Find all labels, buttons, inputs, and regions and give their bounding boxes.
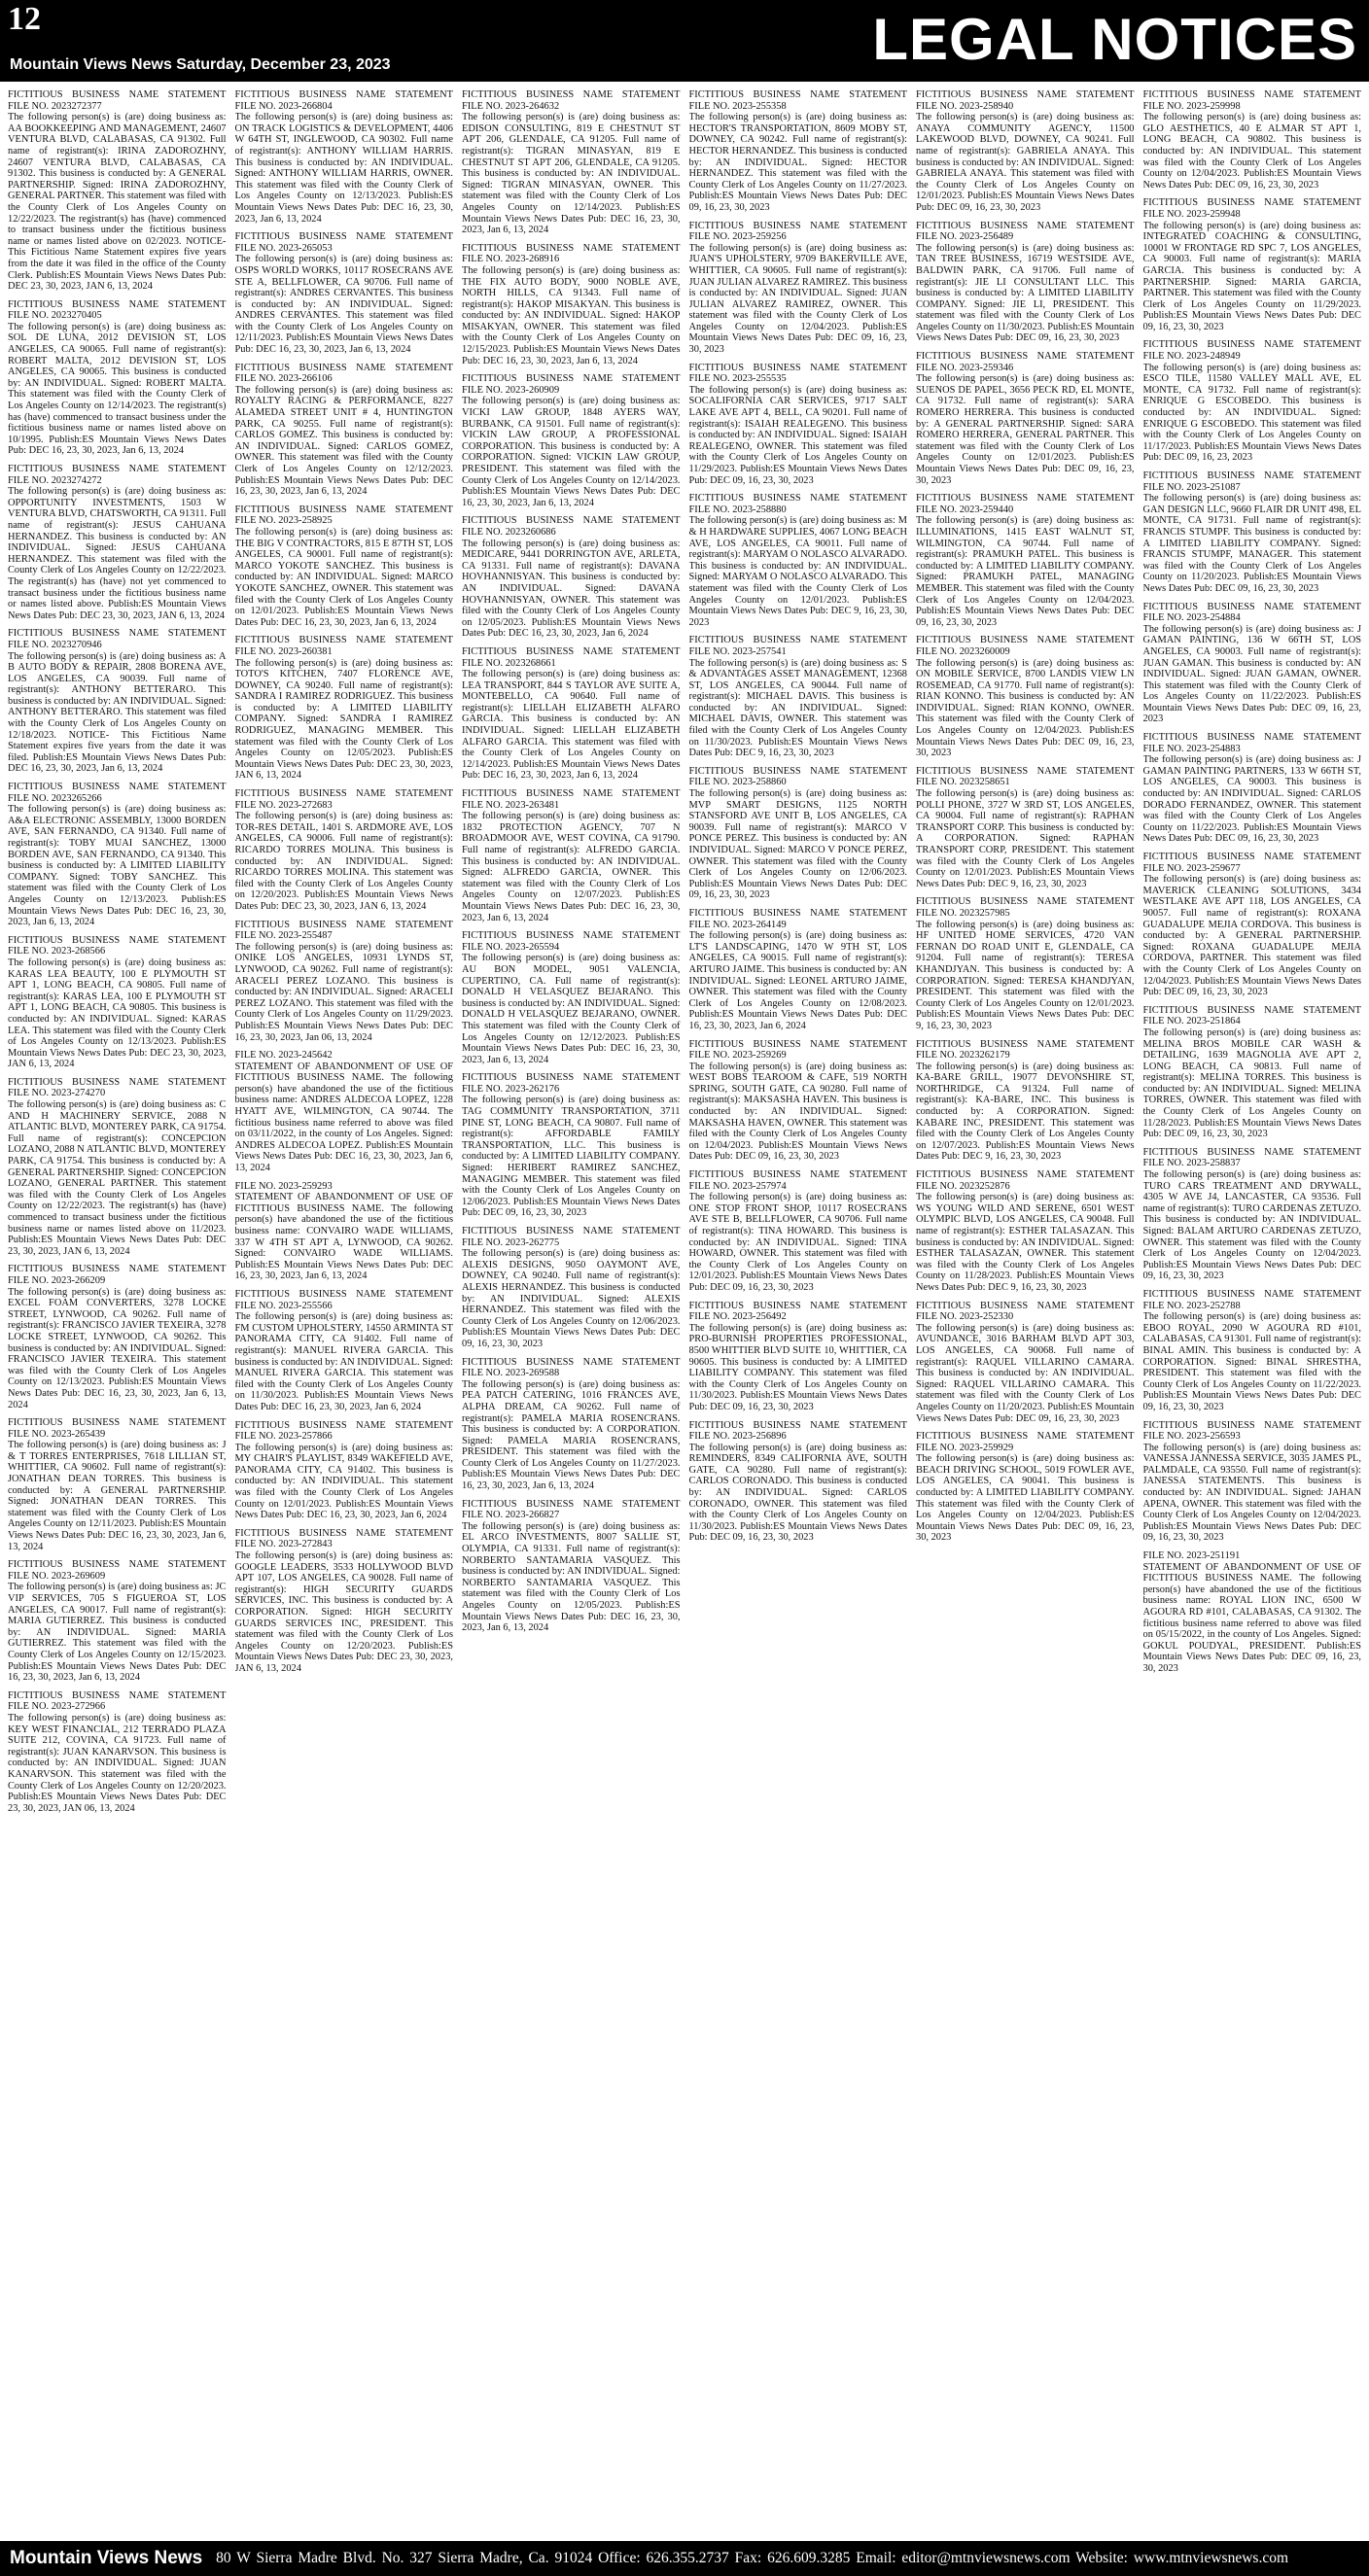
notice-body: The following person(s) is (are) doing business as: OPPORTUNITY INVESTMENTS, 1503 W VENTURA BLVD, CHATSWORTH, CA 91311. Full name of registrant(s): JESUS CAHUANA HERNANDEZ. This business is conducted by: AN INDIVIDUAL. Signed: JESUS CAHUANA HERNANDEZ. This statement was filed with the County Clerk of Los Angeles County on 12/22/2023. The registrant(s) has (have) not yet commenced to transact business under the fictitious business name or names listed above. Publish:ES Mountain Views News Dates Pub: DEC 23, 30, 2023, JAN 6, 13, 2024 xyxy=(8,486,227,621)
notice-title: FICTITIOUS BUSINESS NAME STATEMENT FILE NO. 2023-252788 xyxy=(1142,1288,1361,1311)
legal-notice xyxy=(1143,1420,1362,1545)
notice-body: The following person(s) is (are) doing business as: ONE STOP FRONT SHOP, 10117 ROSECRANS AVE STE B, BELLFLOWER, CA 90706. Full name of registrant(s): TINA HOWARD. This business is conducted by: AN INDIVIDUAL. Signed: TINA HOWARD, OWNER. This statement was filed with the County Clerk of Los Angeles County on 12/01/2023. Publish:ES Mountain Views News Dates Pub: DEC 09, 16, 23, 30, 2023 xyxy=(688,1192,907,1293)
notice-title: FICTITIOUS BUSINESS NAME STATEMENT FILE NO. 2023-257866 xyxy=(234,1419,453,1443)
legal-notice xyxy=(1143,1550,1362,1675)
legal-notice xyxy=(235,231,454,356)
legal-notice xyxy=(462,1499,681,1634)
notice-column-5 xyxy=(916,89,1135,2531)
notice-title: FICTITIOUS BUSINESS NAME STATEMENT FILE NO. 2023-258940 xyxy=(916,89,1135,112)
legal-notice xyxy=(1143,1147,1362,1282)
notice-title: FICTITIOUS BUSINESS NAME STATEMENT FILE NO. 2023-259269 xyxy=(688,1038,907,1062)
notice-body: The following person(s) is (are) doing business as: OSPS WORLD WORKS, 10117 ROSECRANS AVE STE A, BELLFLOWER, CA 90706. Full name of registrant(s): ANDRES CERVANTES. This business is conducted by: AN INDIVIDUAL. Signed: ANDRES CERVANTES. This statement was filed with the County Clerk of Los Angeles County on 12/11/2023. Publish:ES Mountain Views News Dates Pub: DEC 16, 23, 30, 2023, Jan 6, 13, 2024 xyxy=(234,254,453,356)
notice-body: The following person(s) is (are) doing business as: MY CHAIR'S PLAYLIST, 8349 WAKEFIELD AVE, PANORAMA CITY, CA 91402. This business is conducted by: AN INDIVIDUAL. This statement was filed with the County Clerk of Los Angeles County on 12/01/2023. Publish:ES Mountain Views News Dates Pub: DEC 16, 23, 30, 2023, Jan 6, 2024 xyxy=(234,1442,453,1521)
notice-title: FICTITIOUS BUSINESS NAME STATEMENT FILE NO. 2023-266827 xyxy=(462,1498,681,1521)
notice-title: FILE NO. 2023-259293 xyxy=(234,1180,333,1192)
notice-body: The following person(s) is (are) doing business as: AU BON MODEL, 9051 VALENCIA, CUPERTINO, CA. Full name of registrant(s): DONALD H VELASQUEZ BEJARANO. This business is conducted by: AN INDIVIDUAL. Signed: DONALD H VELASQUEZ BEJARANO, OWNER. This statement was filed with the County Clerk of Los Angeles County on 12/12/2023. Publish:ES Mountain Views News Dates Pub: DEC 16, 23, 30, 2023, Jan 6, 13, 2024 xyxy=(462,953,681,1065)
notice-body: The following person(s) is (are) doing business as: WS YOUNG WILD AND SERENE, 6501 WEST OLYMPIC BLVD, LOS ANGELES, CA 90048. Full name of registrant(s): ESTHER TALASAZAN. This business is conducted by: AN INDIVIDUAL. Signed: ESTHER TALASAZAN, OWNER. This statement was filed with the County Clerk of Los Angeles County on 11/28/2023. Publish:ES Mountain Views News Dates Pub: DEC 9, 16, 23, 30, 2023 xyxy=(916,1192,1135,1293)
notice-body: The following person(s) is (are) doing business as: MVP SMART DESIGNS, 1125 NORTH STANSFORD AVE UNIT B, LOS ANGELES, CA 90039. Full name of registrant(s): MARCO V PONCE PEREZ. This business is conducted by: AN INDIVIDUAL. Signed: MARCO V PONCE PEREZ, OWNER. This statement was filed with the County Clerk of Los Angeles County on 12/06/2023. Publish:ES Mountain Views News Dates Pub: DEC 09, 16, 23, 30, 2023 xyxy=(688,788,907,901)
notice-title: FICTITIOUS BUSINESS NAME STATEMENT FILE NO. 2023-254884 xyxy=(1142,601,1361,624)
legal-notice xyxy=(689,89,908,214)
notice-title: FICTITIOUS BUSINESS NAME STATEMENT FILE NO. 2023-260381 xyxy=(234,635,453,657)
notice-body: The following person(s) is (are) doing business as: LT'S LANDSCAPING, 1470 W 9TH ST, LOS ANGELES, CA 90015. Full name of registrant(s): ARTURO JAIME. This business is conducted by: AN INDIVIDUAL. Signed: LEONEL ARTURO JAIME, OWNER. This statement was filed with the County Clerk of Los Angeles County on 12/08/2023. Publish:ES Mountain Views News Dates Pub: DEC 16, 23, 30, 2023, Jan 6, 2024 xyxy=(688,930,907,1031)
notice-body: The following person(s) is (are) doing business as: ALEXIS DESIGNS, 9050 OAYMONT AVE, DOWNEY, CA 90240. Full name of registrant(s): ALEXIS HERNANDEZ. This business is conducted by: AN INDIVIDUAL. Signed: ALEXIS HERNANDEZ. This statement was filed with the County Clerk of Los Angeles County on 12/06/2023. Publish:ES Mountain Views News Dates Pub: DEC 09, 16, 23, 30, 2023 xyxy=(462,1248,681,1349)
legal-notice xyxy=(689,766,908,901)
notice-body: The following person(s) is (are) doing business as: EDISON CONSULTING, 819 E CHESTNUT ST APT 206, GLENDALE, CA 91205. Full name of registrant(s): TIGRAN MINASYAN, 819 E CHESTNUT ST APT 206, GLENDALE, CA 91205. This business is conducted by: AN INDIVIDUAL. Signed: TIGRAN MINASYAN, OWNER. This statement was filed with the County Clerk of Los Angeles County on 12/14/2023. Publish:ES Mountain Views News Dates Pub: DEC 16, 23, 30, 2023, Jan 6, 13, 2024 xyxy=(462,112,681,236)
legal-notice xyxy=(462,515,681,640)
legal-notice xyxy=(689,1169,908,1294)
notice-title: FICTITIOUS BUSINESS NAME STATEMENT FILE NO. 2023-265439 xyxy=(8,1417,227,1440)
legal-notice xyxy=(8,628,227,775)
notice-title: FICTITIOUS BUSINESS NAME STATEMENT FILE NO. 2023-266106 xyxy=(234,362,453,385)
notice-body: The following person(s) is (are) doing business as: J & T TORRES ENTERPRISES, 7618 LILLIAN ST, WHITTIER, CA 90602. Full name of registrant(s): JONATHAN DEAN TORRES. This business is conducted by: A GENERAL PARTNERSHIP. Signed: JONATHAN DEAN TORRES. This statement was filed with the County Clerk of Los Angeles County on 12/11/2023. Publish:ES Mountain Views News Dates Pub: DEC 16, 23, 30, 2023, Jan 6, 13, 2024 xyxy=(8,1440,227,1552)
notice-body: STATEMENT OF ABANDONMENT OF USE OF FICTITIOUS BUSINESS NAME. The following person(s) have abandoned the use of the fictitious business name: ANDRES ALDECOA LOPEZ, 1228 HYATT AVE, WILMINGTON, CA 90744. The fictitious business name referred to above was filed on 03/11/2022, in the county of Los Angeles. Signed: ANDRES ALDECOA LOPEZ. Publish:ES Mountain Views News Dates Pub: DEC 16, 23, 30, 2023, Jan 6, 13, 2024 xyxy=(234,1061,453,1174)
notice-title: FICTITIOUS BUSINESS NAME STATEMENT FILE NO. 2023-274270 xyxy=(8,1076,227,1099)
legal-notice xyxy=(462,243,681,367)
notice-title: FICTITIOUS BUSINESS NAME STATEMENT FILE NO. 2023-262176 xyxy=(462,1072,681,1095)
notice-body: The following person(s) is (are) doing business as: ON TRACK LOGISTICS & DEVELOPMENT, 4406 W 64TH ST, INGLEWOOD, CA 90302. Full name of registrant(s): ANTHONY WILLIAM HARRIS. This business is conducted by: AN INDIVIDUAL. Signed: ANTHONY WILLIAM HARRIS, OWNER. This statement was filed with the County Clerk of Los Angeles County on 12/13/2023. Publish:ES Mountain Views News Dates Pub: DEC 16, 23, 30, 2023, Jan 6, 13, 2024 xyxy=(234,112,453,225)
notice-body: The following person(s) is (are) doing business as: MELINA BROS MOBILE CAR WASH & DETAILING, 1639 MAGNOLIA AVE APT 2, LONG BEACH, CA 90813. Full name of registrant(s): MELINA TORRES. This business is conducted by: AN INDIVIDUAL. Signed: MELINA TORRES, OWNER. This statement was filed with the County Clerk of Los Angeles County on 11/28/2023. Publish:ES Mountain Views News Dates Pub: DEC 09, 16, 23, 30, 2023 xyxy=(1142,1027,1361,1140)
legal-notice xyxy=(1143,732,1362,845)
legal-notice xyxy=(8,782,227,928)
notice-title: FICTITIOUS BUSINESS NAME STATEMENT FILE NO. 2023-265594 xyxy=(462,930,681,953)
notice-title: FICTITIOUS BUSINESS NAME STATEMENT FILE NO. 2023-262775 xyxy=(462,1226,681,1248)
notice-body: The following person(s) is (are) doing business as: VANESSA JANNESSA SERVICE, 3035 JAMES PL, PALMDALE, CA 93550. Full name of registrant(s): JANESSA STATEMENTS. This business is conducted by: AN INDIVIDUAL. Signed: JAHAN APENA, OWNER. This statement was filed with the County Clerk of Los Angeles County on 12/04/2023. Publish:ES Mountain Views News Dates Pub: DEC 09, 16, 23, 30, 2023 xyxy=(1142,1442,1361,1544)
legal-notice xyxy=(462,1072,681,1219)
notice-title: FICTITIOUS BUSINESS NAME STATEMENT FILE NO. 2023252876 xyxy=(916,1169,1135,1192)
notice-title: FICTITIOUS BUSINESS NAME STATEMENT FILE NO. 2023-264149 xyxy=(688,907,907,930)
notice-title: FICTITIOUS BUSINESS NAME STATEMENT FILE NO. 2023257985 xyxy=(916,896,1135,919)
notice-title: FICTITIOUS BUSINESS NAME STATEMENT FILE NO. 2023-272683 xyxy=(234,788,453,811)
notice-title: FICTITIOUS BUSINESS NAME STATEMENT FILE NO. 2023-258860 xyxy=(688,765,907,788)
masthead xyxy=(0,0,1369,82)
legal-notice xyxy=(689,221,908,356)
notice-title: FICTITIOUS BUSINESS NAME STATEMENT FILE NO. 2023-269588 xyxy=(462,1356,681,1379)
legal-notice xyxy=(689,908,908,1032)
notice-body: The following person(s) is (are) doing business as: SOCALIFORNIA CAR SERVICES, 9717 SALT LAKE AVE APT 4, BELL, CA 90201. Full name of registrant(s): ISAIAH REALEGENO. This business is conducted by: AN INDIVIDUAL. Signed: ISAIAH REALEGENO, OWNER. This statement was filed with the County Clerk of Los Angeles County on 11/29/2023. Publish:ES Mountain Views News Dates Pub: DEC 09, 16, 23, 30, 2023 xyxy=(688,384,907,486)
notice-body: The following person(s) is (are) doing business as: MAVERICK CLEANING SOLUTIONS, 3434 WESTLAKE AVE APT 118, LOS ANGELES, CA 90057. Full name of registrant(s): ROXANA GUADALUPE MEJIA CORDOVA. This business is conducted by: A GENERAL PARTNERSHIP. Signed: ROXANA GUADALUPE MEJIA CORDOVA, PARTNER. This statement was filed with the County Clerk of Los Angeles County on 12/04/2023. Publish:ES Mountain Views News Dates Pub: DEC 09, 16, 23, 30, 2023 xyxy=(1142,874,1361,998)
notice-body: The following person(s) is (are) doing business as: C AND H MACHINERY SERVICE, 2088 N ATLANTIC BLVD, MONTEREY PARK, CA 91754. Full name of registrant(s): CONCEPCION LOZANO, 2088 N ATLANTIC BLVD, MONTEREY PARK, CA 91754. This business is conducted by: A GENERAL PARTNERSHIP. Signed: CONCEPCION LOZANO, GENERAL PARTNER. This statement was filed with the County Clerk of Los Angeles County on 12/22/2023. The registrant(s) has (have) commenced to transact business under the fictitious business name or names listed above on 11/2023. Publish:ES Mountain Views News Dates Pub: DEC 23, 30, 2023, JAN 6, 13, 2024 xyxy=(8,1099,227,1257)
notice-title: FICTITIOUS BUSINESS NAME STATEMENT FILE NO. 2023-264632 xyxy=(462,89,681,112)
notice-title: FICTITIOUS BUSINESS NAME STATEMENT FILE NO. 2023-266209 xyxy=(8,1264,227,1286)
notice-title: FICTITIOUS BUSINESS NAME STATEMENT FILE NO. 2023-258837 xyxy=(1142,1146,1361,1169)
notice-body: The following person(s) is (are) doing business as: FM CUSTOM UPHOLSTERY, 14550 ARMINTA ST PANORAMA CITY, CA 91402. Full name of registrant(s): MANUEL RIVERA GARCIA. This business is conducted by: AN INDIVIDUAL. Signed: MANUEL RIVERA GARCIA. This statement was filed with the County Clerk of Los Angeles County on 11/30/2023. Publish:ES Mountain Views News Dates Pub: DEC 16, 23, 30, 2023, Jan 6, 2024 xyxy=(234,1311,453,1412)
notice-title: FICTITIOUS BUSINESS NAME STATEMENT FILE NO. 2023-256593 xyxy=(1142,1419,1361,1443)
notice-title: FICTITIOUS BUSINESS NAME STATEMENT FILE NO. 2023-257974 xyxy=(688,1169,907,1192)
notice-body: The following person(s) is (are) doing business as: GOOGLE LEADERS, 3533 HOLLYWOOD BLVD APT 107, LOS ANGELES, CA 90028. Full name of registrant(s): HIGH SECURITY GUARDS SERVICES, INC. This business is conducted by: A CORPORATION. Signed: HIGH SECURITY GUARDS SERVICES INC, PRESIDENT. This statement was filed with the County Clerk of Los Angeles County on 12/20/2023. Publish:ES Mountain Views News Dates Pub: DEC 23, 30, 2023, JAN 6, 13, 2024 xyxy=(234,1550,453,1674)
legal-notice xyxy=(462,373,681,508)
legal-notice xyxy=(235,363,454,498)
notice-body: The following person(s) is (are) doing business as: A B AUTO BODY & REPAIR, 2808 BORENA AVE, LOS ANGELES, CA 90039. Full name of registrant(s): ANTHONY BETTERARO. This business is conducted by: AN INDIVIDUAL. Signed: ANTHONY BETTERARO. This statement was filed with the County Clerk of Los Angeles County on 12/18/2023. NOTICE- This Fictitious Name Statement expires five years from the date it was filed. Publish:ES Mountain Views News Dates Pub: DEC 16, 23, 30, 2023, Jan 6, 13, 2024 xyxy=(8,650,227,775)
publication-line: Mountain Views News Saturday, December 23, 2023 xyxy=(10,56,391,73)
legal-notice xyxy=(916,221,1135,345)
legal-notice xyxy=(916,635,1135,759)
notice-body: The following person(s) is (are) doing business as: KA-BARE GRILL, 19077 DEVONSHIRE ST, NORTHRIDGE, CA 91324. Full name of registrant(s): KA-BARE, INC. This business is conducted by: A CORPORATION. Signed: KABARE INC, PRESIDENT. This statement was filed with the County Clerk of Los Angeles County on 12/07/2023. Publish:ES Mountain Views News Dates Pub: DEC 9, 16, 23, 30, 2023 xyxy=(916,1061,1135,1163)
notice-title: FICTITIOUS BUSINESS NAME STATEMENT FILE NO. 2023-272966 xyxy=(8,1689,227,1713)
legal-notice xyxy=(8,1077,227,1258)
notice-body: The following person(s) is (are) doing business as: HECTOR'S TRANSPORTATION, 8609 MOBY ST, DOWNEY, CA 90242. Full name of registrant(s): HECTOR HERNANDEZ. This business is conducted by: AN INDIVIDUAL. Signed: HECTOR HERNANDEZ. This statement was filed with the County Clerk of Los Angeles County on 11/27/2023. Publish:ES Mountain Views News Dates Pub: DEC 09, 16, 23, 30, 2023 xyxy=(688,112,907,213)
legal-notice xyxy=(8,1559,227,1684)
notice-title: FICTITIOUS BUSINESS NAME STATEMENT FILE NO. 2023268661 xyxy=(462,645,681,669)
notice-title: FILE NO. 2023-245642 xyxy=(234,1050,333,1062)
notice-body: The following person(s) is (are) doing business as: AA BOOKKEEPING AND MANAGEMENT, 24607 VENTURA BLVD, CALABASAS, CA 91302. Full name of registrant(s): IRINA ZADOROZHNY, 24607 VENTURA BLVD, CALABASAS, CA 91302. This business is conducted by: A GENERAL PARTNERSHIP. Signed: IRINA ZADOROZHNY, GENERAL PARTNER. This statement was filed with the County Clerk of Los Angeles County on 12/22/2023. The registrant(s) has (have) commenced to transact business under the fictitious business name or names listed above on 02/2023. NOTICE- This Fictitious Name Statement expires five years from the date it was filed in the office of the County Clerk. Publish:ES Mountain Views News Dates Pub: DEC 23, 30, 2023, JAN 6, 13, 2024 xyxy=(8,112,227,293)
notice-title: FICTITIOUS BUSINESS NAME STATEMENT FILE NO. 2023-268566 xyxy=(8,934,227,957)
notice-title: FICTITIOUS BUSINESS NAME STATEMENT FILE NO. 2023260686 xyxy=(462,515,681,538)
legal-notice xyxy=(235,89,454,225)
notice-title: FICTITIOUS BUSINESS NAME STATEMENT FILE NO. 2023-272843 xyxy=(234,1527,453,1550)
legal-notice xyxy=(916,89,1135,214)
notice-title: FICTITIOUS BUSINESS NAME STATEMENT FILE NO. 2023-259440 xyxy=(916,493,1135,515)
legal-notice xyxy=(235,920,454,1044)
legal-notice xyxy=(235,788,454,913)
notice-body: The following person(s) is (are) doing business as: EXCEL FOAM CONVERTERS, 3278 LOCKE STREET, LYNWOOD, CA 90262. Full name of registrant(s): FRANCISCO JAVIER TEXEIRA, 3278 LOCKE STREET, LYNWOOD, CA 90262. This business is conducted by: AN INDIVIDUAL. Signed: FRANCISCO JAVIER TEXEIRA. This statement was filed with the County Clerk of Los Angeles County on 12/13/2023. Publish:ES Mountain Views News Dates Pub: DEC 16, 23, 30, 2023, Jan 6, 13, 2024 xyxy=(8,1286,227,1410)
notice-title: FICTITIOUS BUSINESS NAME STATEMENT FILE NO. 2023-254883 xyxy=(1142,732,1361,754)
section-title: LEGAL NOTICES xyxy=(872,7,1357,72)
notice-title: FICTITIOUS BUSINESS NAME STATEMENT FILE NO. 2023-259677 xyxy=(1142,852,1361,874)
notice-title: FICTITIOUS BUSINESS NAME STATEMENT FILE NO. 2023-260909 xyxy=(462,373,681,396)
notice-title: FICTITIOUS BUSINESS NAME STATEMENT FILE NO. 2023-252330 xyxy=(916,1300,1135,1323)
notice-title: FICTITIOUS BUSINESS NAME STATEMENT FILE NO. 2023-258880 xyxy=(688,493,907,515)
notice-column-4 xyxy=(689,89,908,2531)
notice-body: The following person(s) is (are) doing business as: TAN TREE BUSINESS, 16719 WESTSIDE AVE, BALDWIN PARK, CA 91706. Full name of registrant(s): JIE LI CONSULTANT LLC. This business is conducted by: A LIMITED LIABILITY COMPANY. Signed: JIE LI, PRESIDENT. This statement was filed with the County Clerk of Los Angeles County on 11/30/2023. Publish:ES Mountain Views News Dates Pub: DEC 09, 16, 23, 30, 2023 xyxy=(916,242,1135,344)
legal-notice xyxy=(1143,1005,1362,1140)
notice-body: The following person(s) is (are) doing business as: LEA TRANSPORT, 844 S TAYLOR AVE SUITE A, MONTEBELLO, CA 90640. Full name of registrant(s): LIELLAH ELIZABETH ALFARO GARCIA. This business is conducted by: AN INDIVIDUAL. Signed: LIELLAH ELIZABETH ALFARO GARCIA. This statement was filed with the County Clerk of Los Angeles County on 12/14/2023. Publish:ES Mountain Views News Dates Pub: DEC 16, 23, 30, 2023, Jan 6, 13, 2024 xyxy=(462,669,681,782)
notice-body: The following person(s) is (are) doing business as: ANAYA COMMUNITY AGENCY, 11500 LAKEWOOD BLVD, DOWNEY, CA 90241. Full name of registrant(s): GABRIELA ANAYA. This business is conducted by: AN INDIVIDUAL. Signed: GABRIELA ANAYA. This statement was filed with the County Clerk of Los Angeles County on 12/01/2023. Publish:ES Mountain Views News Dates Pub: DEC 09, 16, 23, 30, 2023 xyxy=(916,112,1135,213)
legal-notice xyxy=(916,1039,1135,1164)
legal-notice xyxy=(462,930,681,1065)
notice-body: The following person(s) is (are) doing business as: INTEGRATED COACHING & CONSULTING, 10001 W FRONTAGE RD SPC 7, LOS ANGELES, CA 90003. Full name of registrant(s): MARIA GARCIA. This business is conducted by: A PARTNERSHIP. Signed: MARIA GARCIA, PARTNER. This statement was filed with the County Clerk of Los Angeles County on 11/29/2023. Publish:ES Mountain Views News Dates Pub: DEC 09, 16, 23, 30, 2023 xyxy=(1142,220,1361,332)
notice-title: FICTITIOUS BUSINESS NAME STATEMENT FILE NO. 2023-255566 xyxy=(234,1288,453,1311)
notice-title: FICTITIOUS BUSINESS NAME STATEMENT FILE NO. 2023270946 xyxy=(8,628,227,650)
notice-body: The following person(s) is (are) doing business as: BEACH DRIVING SCHOOL, 5019 FOWLER AVE, LOS ANGELES, CA 90041. This business is conducted by: A LIMITED LIABILITY COMPANY. This statement was filed with the County Clerk of Los Angeles County on 12/04/2023. Publish:ES Mountain Views News Dates Pub: DEC 09, 16, 23, 30, 2023 xyxy=(916,1453,1135,1544)
notice-body: The following person(s) is (are) doing business as: TAG COMMUNITY TRANSPORTATION, 3711 PINE ST, LONG BEACH, CA 90807. Full name of registrant(s): AFFORDABLE FAMILY TRANSPORTATION, LLC. This business is conducted by: A LIMITED LIABILITY COMPANY. Signed: HERIBERT RAMIREZ SANCHEZ, MANAGING MEMBER. This statement was filed with the County Clerk of Los Angeles County on 12/06/2023. Publish:ES Mountain Views News Dates Pub: DEC 09, 16, 23, 30, 2023 xyxy=(462,1095,681,1219)
notice-body: The following person(s) is (are) doing business as: ONIKE LOS ANGELES, 10931 LYNDS ST, LYNWOOD, CA 90262. Full name of registrant(s): ARACELI PEREZ LOZANO. This business is conducted by: AN INDIVIDUAL. Signed: ARACELI PEREZ LOZANO. This statement was filed with the County Clerk of Los Angeles County on 11/29/2023. Publish:ES Mountain Views News Dates Pub: DEC 16, 23, 30, 2023, Jan 06, 13, 2024 xyxy=(234,941,453,1043)
notice-body: The following person(s) is (are) doing business as: EBOO ROYAL, 2090 W AGOURA RD #101, CALABASAS, CA 91301. Full name of registrant(s): BINAL AMIN. This business is conducted by: A CORPORATION. Signed: BINAL SHRESTHA, PRESIDENT. This statement was filed with the County Clerk of Los Angeles County on 11/22/2023. Publish:ES Mountain Views News Dates Pub: DEC 09, 16, 23, 30, 2023 xyxy=(1142,1311,1361,1412)
notice-body: The following person(s) is (are) doing business as: TOTO'S KITCHEN, 7407 FLORENCE AVE, DOWNEY, CA 90240. Full name of registrant(s): SANDRA I RAMIREZ RODRIGUEZ. This business is conducted by: A LIMITED LIABILITY COMPANY. Signed: SANDRA I RAMIREZ RODRIGUEZ, MANAGING MEMBER. This statement was filed with the County Clerk of Los Angeles County on 12/05/2023. Publish:ES Mountain Views News Dates Pub: DEC 23, 30, 2023, JAN 6, 13, 2024 xyxy=(234,657,453,782)
notice-title: FICTITIOUS BUSINESS NAME STATEMENT FILE NO. 2023258651 xyxy=(916,765,1135,788)
notice-body: The following person(s) is (are) doing business as: ON MOBILE SERVICE, 8700 LANDIS VIEW LN ROSEMEAD, CA 91770. Full name of registrant(s): RIAN KONNO. This business is conducted by: AN INDIVIDUAL. Signed: RIAN KONNO, OWNER. This statement was filed with the County Clerk of Los Angeles County on 12/04/2023. Publish:ES Mountain Views News Dates Pub: DEC 09, 16, 23, 30, 2023 xyxy=(916,657,1135,759)
notice-body: The following person(s) is (are) doing business as: VICKI LAW GROUP, 1848 AYERS WAY, BURBANK, CA 91501. Full name of registrant(s): VICKIN LAW GROUP, A PROFESSIONAL CORPORATION. This business is conducted by: A CORPORATION. Signed: VICKIN LAW GROUP, PRESIDENT. This statement was filed with the County Clerk of Los Angeles County on 12/14/2023. Publish:ES Mountain Views News Dates Pub: DEC 16, 23, 30, 2023, Jan 6, 13, 2024 xyxy=(462,396,681,508)
legal-notice xyxy=(235,635,454,782)
legal-notice xyxy=(689,1420,908,1545)
notice-title: FICTITIOUS BUSINESS NAME STATEMENT FILE NO. 2023-263481 xyxy=(462,788,681,811)
legal-notice xyxy=(8,935,227,1070)
notice-column-2 xyxy=(235,89,454,2531)
legal-notice xyxy=(916,896,1135,1031)
notice-title: FICTITIOUS BUSINESS NAME STATEMENT FILE NO. 2023260009 xyxy=(916,635,1135,657)
notice-title: FICTITIOUS BUSINESS NAME STATEMENT FILE NO. 2023-258925 xyxy=(234,504,453,527)
notice-title: FICTITIOUS BUSINESS NAME STATEMENT FILE NO. 2023-266804 xyxy=(234,89,453,112)
notice-body: The following person(s) is (are) doing business as: PRO-BURNISH PROPERTIES PROFESSIONAL, 8500 WHITTIER BLVD SUITE 10, WHITTIER, CA 90605. This business is conducted by: A LIMITED LIABILITY COMPANY. This statement was filed with the County Clerk of Los Angeles County on 11/30/2023. Publish:ES Mountain Views News Dates Pub: DEC 09, 16, 23, 30, 2023 xyxy=(688,1322,907,1412)
legal-notice xyxy=(8,464,227,621)
legal-notice xyxy=(689,363,908,487)
notice-title: FICTITIOUS BUSINESS NAME STATEMENT FILE NO. 2023-255487 xyxy=(234,919,453,942)
legal-notice xyxy=(235,1050,454,1174)
notice-body: STATEMENT OF ABANDONMENT OF USE OF FICTITIOUS BUSINESS NAME. The following person(s) have abandoned the use of the fictitious business name: ROYAL LION INC, 6500 W AGOURA RD #101, CALABASAS, CA 91302. The fictitious business name referred to above was filed on 05/15/2022, in the county of Los Angeles. Signed: GOKUL POUDYAL, PRESIDENT. Publish:ES Mountain Views News Dates Pub: DEC 09, 16, 23, 30, 2023 xyxy=(1142,1561,1361,1674)
notice-body: The following person(s) is (are) doing business as: KARAS LEA BEAUTY, 100 E PLYMOUTH ST APT 1, LONG BEACH, CA 90805. Full name of registrant(s): KARAS LEA, 100 E PLYMOUTH ST APT 1, LONG BEACH, CA 90805. This business is conducted by: AN INDIVIDUAL. Signed: KARAS LEA. This statement was filed with the County Clerk of Los Angeles County on 12/13/2023. Publish:ES Mountain Views News Dates Pub: DEC 23, 30, 2023, JAN 6, 13, 2024 xyxy=(8,957,227,1070)
notice-title: FICTITIOUS BUSINESS NAME STATEMENT FILE NO. 2023274272 xyxy=(8,464,227,486)
notice-body: The following person(s) is (are) doing business as: POLLI PHONE, 3727 W 3RD ST, LOS ANGELES, CA 90004. Full name of registrant(s): RAPHAN TRANSPORT CORP. This business is conducted by: A CORPORATION. Signed: RAPHAN TRANSPORT CORP, PRESIDENT. This statement was filed with the County Clerk of Los Angeles County on 12/01/2023. Publish:ES Mountain Views News Dates Pub: DEC 9, 16, 23, 30, 2023 xyxy=(916,788,1135,889)
notice-title: FICTITIOUS BUSINESS NAME STATEMENT FILE NO. 2023270405 xyxy=(8,298,227,322)
notice-body: The following person(s) is (are) doing business as: TOR-RES DETAIL, 1401 S. ARDMORE AVE, LOS ANGELES, CA 90006. Full name of registrant(s): RICARDO TORRES MOLINA. This business is conducted by: AN INDIVIDUAL. Signed: RICARDO TORRES MOLINA. This statement was filed with the County Clerk of Los Angeles County on 12/20/2023. Publish:ES Mountain Views News Dates Pub: DEC 23, 30, 2023, JAN 6, 13, 2024 xyxy=(234,811,453,912)
notice-body: The following person(s) is (are) doing business as: REMINDERS, 8349 CALIFORNIA AVE, SOUTH GATE, CA 90280. Full name of registrant(s): CARLOS CORONADO. This business is conducted by: AN INDIVIDUAL. Signed: CARLOS CORONADO, OWNER. This statement was filed with the County Clerk of Los Angeles County on 11/30/2023. Publish:ES Mountain Views News Dates Pub: DEC 09, 16, 23, 30, 2023 xyxy=(688,1442,907,1544)
notice-body: The following person(s) is (are) doing business as: S & ADVANTAGES ASSET MANAGEMENT, 12368 ST, LOS ANGELES, CA 90044. Full name of registrant(s): MICHAEL DAVIS. This business is conducted by: AN INDIVIDUAL. Signed: MICHAEL DAVIS, OWNER. This statement was filed with the County Clerk of Los Angeles County on 11/30/2023. Publish:ES Mountain Views News Dates Pub: DEC 9, 16, 23, 30, 2023 xyxy=(688,657,907,759)
legal-notice xyxy=(462,788,681,923)
notice-body: The following person(s) is (are) doing business as: SUENOS DE PAPEL, 3656 PECK RD, EL MONTE, CA 91732. Full name of registrant(s): SARA ROMERO HERRERA. This business is conducted by: A GENERAL PARTNERSHIP. Signed: SARA ROMERO HERRERA, GENERAL PARTNER. This statement was filed with the County Clerk of Los Angeles County on 12/01/2023. Publish:ES Mountain Views News Dates Pub: DEC 09, 16, 23, 30, 2023 xyxy=(916,373,1135,486)
notice-title: FICTITIOUS BUSINESS NAME STATEMENT FILE NO. 2023-268916 xyxy=(462,242,681,265)
notice-title: FICTITIOUS BUSINESS NAME STATEMENT FILE NO. 2023-248949 xyxy=(1142,339,1361,363)
notice-body: The following person(s) is (are) doing business as: KEY WEST FINANCIAL, 212 TERRADO PLAZA SUITE 212, COVINA, CA 91723. Full name of registrant(s): JUAN KANARVSON. This business is conducted by: AN INDIVIDUAL. Signed: JUAN KANARVSON. This statement was filed with the County Clerk of Los Angeles County on 12/20/2023. Publish:ES Mountain Views News Dates Pub: DEC 23, 30, 2023, JAN 06, 13, 2024 xyxy=(8,1712,227,1814)
notice-body: The following person(s) is (are) doing business as: M & H HARDWARE SUPPLIES, 4067 LONG BEACH AVE, LOS ANGELES, CA 90011. Full name of registrant(s): MARYAM O NOLASCO ALVARADO. This business is conducted by: AN INDIVIDUAL. Signed: MARYAM O NOLASCO ALVARADO. This statement was filed with the County Clerk of Los Angeles County on 12/01/2023. Publish:ES Mountain Views News Dates Pub: DEC 9, 16, 23, 30, 2023 xyxy=(688,515,907,628)
notice-title: FICTITIOUS BUSINESS NAME STATEMENT FILE NO. 2023-265053 xyxy=(234,231,453,254)
legal-notice xyxy=(462,1357,681,1492)
notice-column-6 xyxy=(1143,89,1362,2531)
notice-title: FICTITIOUS BUSINESS NAME STATEMENT FILE NO. 2023-251087 xyxy=(1142,470,1361,493)
notice-body: STATEMENT OF ABANDONMENT OF USE OF FICTITIOUS BUSINESS NAME. The following person(s) have abandoned the use of the fictitious business name: CONVAIRO WADE WILLIAMS, 337 W 4TH ST APT A, LYNWOOD, CA 90262. Signed: CONVAIRO WADE WILLIAMS. Publish:ES Mountain Views News Dates Pub: DEC 16, 23, 30, 2023, Jan 6, 13, 2024 xyxy=(234,1192,453,1282)
notice-body: The following person(s) is (are) doing business as: EL ARCO INVESTMENTS, 8007 SALLIE ST, OLYMPIA, CA 91331. Full name of registrant(s): NORBERTO SANTAMARIA VASQUEZ. This business is conducted by: AN INDIVIDUAL. Signed: NORBERTO SANTAMARIA VASQUEZ. This statement was filed with the County Clerk of Los Angeles County on 12/05/2023. Publish:ES Mountain Views News Dates Pub: DEC 16, 23, 30, 2023, Jan 6, 13, 2024 xyxy=(462,1520,681,1634)
notice-title: FICTITIOUS BUSINESS NAME STATEMENT FILE NO. 2023-255358 xyxy=(688,89,907,112)
notice-body: The following person(s) is (are) doing business as: J GAMAN PAINTING PARTNERS, 133 W 66TH ST, LOS ANGELES, CA 90003. This business is conducted by: AN INDIVIDUAL. Signed: CARLOS DORADO FERNANDEZ, OWNER. This statement was filed with the County Clerk of Los Angeles County on 11/22/2023. Publish:ES Mountain Views News Dates Pub: DEC 09, 16, 23, 30, 2023 xyxy=(1142,754,1361,845)
notice-title: FICTITIOUS BUSINESS NAME STATEMENT FILE NO. 2023265266 xyxy=(8,782,227,804)
notice-body: The following person(s) is (are) doing business as: ROYALTY RACING & PERFORMANCE, 8227 ALAMEDA STREET UNIT # 4, HUNTINGTON PARK, CA 90255. Full name of registrant(s): CARLOS GOMEZ. This business is conducted by: AN INDIVIDUAL. Signed: CARLOS GOMEZ, OWNER. This statement was filed with the County Clerk of Los Angeles County on 12/12/2023. Publish:ES Mountain Views News Dates Pub: DEC 16, 23, 30, 2023, Jan 6, 13, 2024 xyxy=(234,384,453,498)
notice-title: FICTITIOUS BUSINESS NAME STATEMENT FILE NO. 2023-259346 xyxy=(916,351,1135,373)
notice-columns xyxy=(8,89,1361,2531)
footer xyxy=(0,2541,1369,2576)
legal-notice xyxy=(1143,339,1362,464)
notice-title: FICTITIOUS BUSINESS NAME STATEMENT FILE NO. 2023-259929 xyxy=(916,1431,1135,1453)
notice-body: The following person(s) is (are) doing business as: JUAN'S UPHOLSTERY, 9709 BAKERVILLE AVE, WHITTIER, CA 90605. Full name of registrant(s): JUAN JULIAN ALVAREZ RAMIREZ. This business is conducted by: AN INDIVIDUAL. Signed: JUAN JULIAN ALVAREZ RAMIREZ, OWNER. This statement was filed with the County Clerk of Los Angeles County on 12/04/2023. Publish:ES Mountain Views News Dates Pub: DEC 09, 16, 23, 30, 2023 xyxy=(688,242,907,356)
notice-body: The following person(s) is (are) doing business as: SOL DE LUNA, 2012 DEVISION ST, LOS ANGELES, CA 90065. Full name of registrant(s): ROBERT MALTA, 2012 DEVISION ST, LOS ANGELES, CA 90065. This business is conducted by: AN INDIVIDUAL. Signed: ROBERT MALTA. This statement was filed with the County Clerk of Los Angeles County on 12/14/2023. The registrant(s) has (have) commenced to transact business under the fictitious business name or names listed above on 10/1995. Publish:ES Mountain Views News Dates Pub: DEC 16, 23, 30, 2023, Jan 6, 13, 2024 xyxy=(8,321,227,457)
legal-notice xyxy=(689,635,908,759)
page-number: 12 xyxy=(8,1,41,37)
legal-notice xyxy=(1143,1289,1362,1413)
legal-notice xyxy=(8,1264,227,1410)
notice-body: The following person(s) is (are) doing business as: PEA PATCH CATERING, 1016 FRANCES AVE, ALPHA DREAM, CA 90262. Full name of registrant(s): PAMELA MARIA ROSENCRANS. This business is conducted by: A CORPORATION. Signed: PAMELA MARIA ROSENCRANS, PRESIDENT. This statement was filed with the County Clerk of Los Angeles County on 11/27/2023. Publish:ES Mountain Views News Dates Pub: DEC 16, 23, 30, 2023, Jan 6, 13, 2024 xyxy=(462,1378,681,1492)
notice-body: The following person(s) is (are) doing business as: JC VIP SERVICES, 705 S FIGUEROA ST, LOS ANGELES, CA 90017. Full name of registrant(s): MARIA GUTIERREZ. This business is conducted by: AN INDIVIDUAL. Signed: MARIA GUTIERREZ. This statement was filed with the County Clerk of Los Angeles County on 12/15/2023. Publish:ES Mountain Views News Dates Pub: DEC 16, 23, 30, 2023, Jan 6, 13, 2024 xyxy=(8,1582,227,1684)
notice-body: The following person(s) is (are) doing business as: J GAMAN PAINTING, 136 W 66TH ST, LOS ANGELES, CA 90003. Full name of registrant(s): JUAN GAMAN. This business is conducted by: AN INDIVIDUAL. Signed: JUAN GAMAN, OWNER. This statement was filed with the County Clerk of Los Angeles County on 11/22/2023. Publish:ES Mountain Views News Dates Pub: DEC 09, 16, 23, 2023 xyxy=(1142,623,1361,725)
notice-title: FICTITIOUS BUSINESS NAME STATEMENT FILE NO. 2023-255535 xyxy=(688,362,907,385)
footer-brand: Mountain Views News xyxy=(10,2548,203,2568)
legal-notice xyxy=(689,493,908,628)
legal-notice xyxy=(1143,197,1362,332)
notice-body: The following person(s) is (are) doing business as: AVUNDANCE, 3016 BARHAM BLVD APT 303, LOS ANGELES, CA 90068. Full name of registrant(s): RAQUEL VILLARINO CAMARA. This business is conducted by: AN INDIVIDUAL. Signed: RAQUEL VILLARINO CAMARA. This statement was filed with the County Clerk of Los Angeles County on 11/20/2023. Publish:ES Mountain Views News Dates Pub: DEC 09, 16, 23, 30, 2023 xyxy=(916,1322,1135,1424)
notice-body: The following person(s) is (are) doing business as: ILLUMINATIONS, 1415 EAST WALNUT ST, WILMINGTON, CA 90744. Full name of registrant(s): PRAMUKH PATEL. This business is conducted by: A LIMITED LIABILITY COMPANY. Signed: PRAMUKH PATEL, MANAGING MEMBER. This statement was filed with the County Clerk of Los Angeles County on 12/04/2023. Publish:ES Mountain Views News Dates Pub: DEC 09, 16, 23, 30, 2023 xyxy=(916,515,1135,628)
legal-notice xyxy=(916,1301,1135,1425)
notice-title: FICTITIOUS BUSINESS NAME STATEMENT FILE NO. 2023-256492 xyxy=(688,1300,907,1323)
legal-notice xyxy=(689,1301,908,1413)
notice-column-3 xyxy=(462,89,681,2531)
legal-notice xyxy=(689,1039,908,1164)
notice-body: The following person(s) is (are) doing business as: THE FIX AUTO BODY, 9000 NOBLE AVE, NORTH HILLS, CA 91343. Full name of registrant(s): HAKOP MISAKYAN. This business is conducted by: AN INDIVIDUAL. Signed: HAKOP MISAKYAN, OWNER. This statement was filed with the County Clerk of Los Angeles County on 12/15/2023. Publish:ES Mountain Views News Dates Pub: DEC 16, 23, 30, 2023, Jan 6, 13, 2024 xyxy=(462,264,681,366)
notice-body: The following person(s) is (are) doing business as: A&A ELECTRONIC ASSEMBLY, 13000 BORDEN AVE, SAN FERNANDO, CA 91340. Full name of registrant(s): TOBY MUAI SANCHEZ, 13000 BORDEN AVE, SAN FERNANDO, CA 91340. This business is conducted by: A LIMITED LIABILITY COMPANY. Signed: TOBY SANCHEZ. This statement was filed with the County Clerk of Los Angeles County on 12/13/2023. Publish:ES Mountain Views News Dates Pub: DEC 16, 23, 30, 2023, Jan 6, 13, 2024 xyxy=(8,804,227,928)
notice-body: The following person(s) is (are) doing business as: GAN DESIGN LLC, 9660 FLAIR DR UNIT 498, EL MONTE, CA 91731. Full name of registrant(s): FRANCIS STUMPF. This business is conducted by: A LIMITED LIABILITY COMPANY. Signed: FRANCIS STUMPF, MANAGER. This statement was filed with the County Clerk of Los Angeles County on 11/20/2023. Publish:ES Mountain Views News Dates Pub: DEC 09, 16, 23, 30, 2023 xyxy=(1142,493,1361,594)
notice-title: FICTITIOUS BUSINESS NAME STATEMENT FILE NO. 2023-269609 xyxy=(8,1559,227,1582)
notice-body: The following person(s) is (are) doing business as: HF UNITED HOME SERVICES, 4720 VAN FERNAN DO ROAD UNIT E, GLENDALE, CA 91204. Full name of registrant(s): TERESA KHANDJYAN. This business is conducted by: A CORPORATION. Signed: TERESA KHANDJYAN, PRESIDENT. This statement was filed with the County Clerk of Los Angeles County on 12/01/2023. Publish:ES Mountain Views News Dates Pub: DEC 9, 16, 23, 30, 2023 xyxy=(916,919,1135,1031)
legal-notice xyxy=(235,1181,454,1282)
notice-title: FICTITIOUS BUSINESS NAME STATEMENT FILE NO. 2023-257541 xyxy=(688,635,907,657)
legal-notice xyxy=(235,1289,454,1413)
legal-notice xyxy=(462,89,681,236)
legal-notice xyxy=(462,646,681,782)
legal-notice xyxy=(916,493,1135,628)
notice-title: FICTITIOUS BUSINESS NAME STATEMENT FILE NO. 2023262179 xyxy=(916,1038,1135,1062)
notice-title: FICTITIOUS BUSINESS NAME STATEMENT FILE NO. 2023-256896 xyxy=(688,1419,907,1443)
notice-title: FICTITIOUS BUSINESS NAME STATEMENT FILE NO. 2023-256489 xyxy=(916,220,1135,243)
legal-notice xyxy=(916,1169,1135,1294)
legal-notice xyxy=(1143,470,1362,595)
notice-body: The following person(s) is (are) doing business as: THE BIG V CONTRACTORS, 815 E 87TH ST, LOS ANGELES, CA 90001. Full name of registrant(s): MARCO YOKOTE SANCHEZ. This business is conducted by: AN INDIVIDUAL. Signed: MARCO YOKOTE SANCHEZ, OWNER. This statement was filed with the County Clerk of Los Angeles County on 12/01/2023. Publish:ES Mountain Views News Dates Pub: DEC 16, 23, 30, 2023, Jan 6, 13, 2024 xyxy=(234,526,453,628)
notice-body: The following person(s) is (are) doing business as: WEST BOBS TEAROOM & CAFE, 519 NORTH SPRING, SOUTH GATE, CA 90280. Full name of registrant(s): MAKSASHA HAVEN. This business is conducted by: AN INDIVIDUAL. Signed: MAKSASHA HAVEN, OWNER. This statement was filed with the County Clerk of Los Angeles County on 12/04/2023. Publish:ES Mountain Views News Dates Pub: DEC 09, 16, 23, 30, 2023 xyxy=(688,1061,907,1163)
legal-notice xyxy=(1143,602,1362,726)
legal-notice xyxy=(916,1431,1135,1544)
notice-title: FILE NO. 2023-251191 xyxy=(1142,1550,1241,1562)
notice-column-1 xyxy=(8,89,227,2531)
notice-title: FICTITIOUS BUSINESS NAME STATEMENT FILE NO. 2023-259998 xyxy=(1142,89,1361,112)
notice-title: FICTITIOUS BUSINESS NAME STATEMENT FILE NO. 2023-259256 xyxy=(688,220,907,243)
legal-notice xyxy=(235,1528,454,1675)
notice-body: The following person(s) is (are) doing business as: 1832 PROTECTION AGENCY, 707 N BROADMOOR AVE, WEST COVINA, CA 91790. Full name of registrant(s): ALFREDO GARCIA. This business is conducted by: AN INDIVIDUAL. Signed: ALFREDO GARCIA, OWNER. This statement was filed with the County Clerk of Los Angeles County on 12/07/2023. Publish:ES Mountain Views News Dates Pub: DEC 16, 23, 30, 2023, Jan 6, 13, 2024 xyxy=(462,811,681,923)
notice-body: The following person(s) is (are) doing business as: TURO CARS TREATMENT AND DRYWALL, 4305 W AVE J4, LANCASTER, CA 93536. Full name of registrant(s): TURO CARDENAS ZETUZO. This business is conducted by: AN INDIVIDUAL. Signed: BALAM ARTURO CARDENAS ZETUZO, OWNER. This statement was filed with the County Clerk of Los Angeles County on 12/04/2023. Publish:ES Mountain Views News Dates Pub: DEC 09, 16, 23, 30, 2023 xyxy=(1142,1169,1361,1282)
legal-notice xyxy=(8,89,227,293)
notice-title: FICTITIOUS BUSINESS NAME STATEMENT FILE NO. 2023-251864 xyxy=(1142,1004,1361,1027)
legal-notice xyxy=(235,505,454,629)
legal-notice xyxy=(1143,89,1362,191)
notice-body: The following person(s) is (are) doing business as: ESCO TILE, 11580 VALLEY MALL AVE, EL MONTE, CA 91732. Full name of registrant(s): ENRIQUE G ESCOBEDO. This business is conducted by: AN INDIVIDUAL. Signed: ENRIQUE G ESCOBEDO. This statement was filed with the County Clerk of Los Angeles County on 11/17/2023. Publish:ES Mountain Views News Dates Pub: DEC 09, 16, 23, 2023 xyxy=(1142,362,1361,464)
footer-contact: 80 W Sierra Madre Blvd. No. 327 Sierra Madre, Ca. 91024 Office: 626.355.2737 Fax: 626.609.3285 Email: editor@mtnviewsnews.com Website: www.mtnviewsnews.com xyxy=(216,2550,1289,2566)
legal-notice xyxy=(916,351,1135,486)
legal-notice xyxy=(462,1226,681,1350)
legal-notice xyxy=(916,766,1135,890)
notice-body: The following person(s) is (are) doing business as: GLO AESTHETICS, 40 E ALMAR ST APT 1, LONG BEACH, CA 90802. This business is conducted by: AN INDIVIDUAL. This statement was filed with the County Clerk of Los Angeles County on 12/04/2023. Publish:ES Mountain Views News Dates Pub: DEC 09, 16, 23, 30, 2023 xyxy=(1142,112,1361,191)
notice-body: The following person(s) is (are) doing business as: MEDICARE, 9441 DORRINGTON AVE, ARLETA, CA 91331. Full name of registrant(s): DAVANA HOVHANNISYAN. This business is conducted by: AN INDIVIDUAL. Signed: DAVANA HOVHANNISYAN, OWNER. This statement was filed with the County Clerk of Los Angeles County on 12/05/2023. Publish:ES Mountain Views News Dates Pub: DEC 16, 23, 30, 2023, Jan 6, 2024 xyxy=(462,538,681,640)
legal-notice xyxy=(8,1690,227,1815)
notice-title: FICTITIOUS BUSINESS NAME STATEMENT FILE NO. 2023-259948 xyxy=(1142,197,1361,220)
legal-notice xyxy=(1143,852,1362,998)
legal-notice xyxy=(8,1417,227,1552)
notice-title: FICTITIOUS BUSINESS NAME STATEMENT FILE NO. 2023272377 xyxy=(8,89,227,112)
legal-notice xyxy=(235,1420,454,1521)
legal-notice xyxy=(8,299,227,457)
